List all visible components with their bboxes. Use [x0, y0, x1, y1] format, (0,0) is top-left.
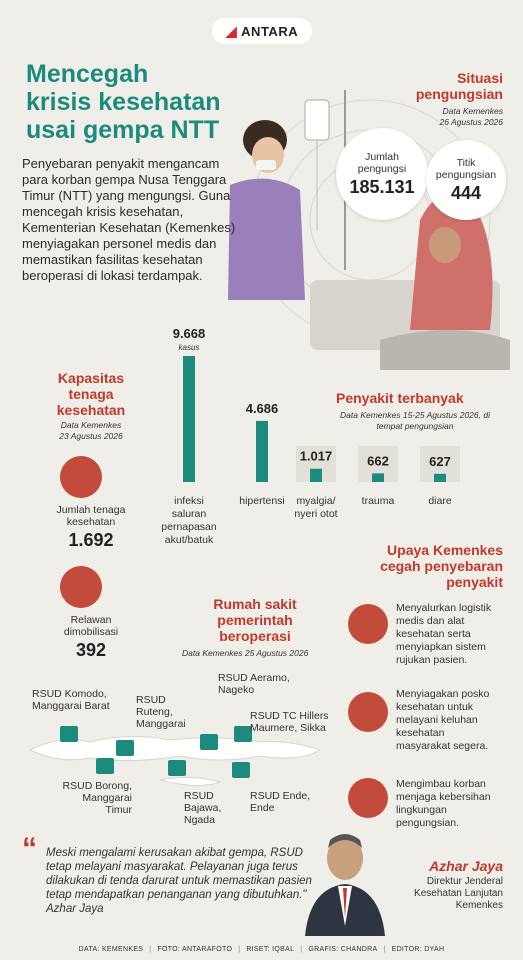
category-label-4-0: diare [428, 495, 452, 507]
cleaning-icon [348, 778, 388, 818]
tenaga-label-1: Jumlah tenaga [56, 504, 126, 516]
situasi-source [440, 106, 503, 128]
hospital-marker-aeramo [200, 734, 218, 750]
bar-0 [183, 356, 195, 482]
value-label-2: 1.017 [299, 448, 333, 464]
category-label-2-0: myalgia/ [296, 495, 336, 507]
upaya-3-line-1: Mengimbau korban [396, 778, 486, 790]
hospital-marker-borong [96, 758, 114, 774]
upaya-1-line-2: medis dan alat [396, 615, 465, 627]
kapasitas-title-line-3: kesehatan [56, 402, 126, 418]
kapasitas-source-line-2: 23 Agustus 2026 [59, 431, 123, 441]
hospital-aeramo-line-2: Nageko [218, 684, 255, 696]
credit-data: DATA: KEMENKES [78, 945, 144, 953]
relawan-label [36, 614, 146, 638]
unit-label: kasus [178, 343, 200, 352]
pengungsi-value: 185.131 [349, 176, 415, 197]
title-line-2: krisis kesehatan [26, 88, 221, 116]
antara-logo-icon: ◢ [225, 22, 238, 39]
chart-subtitle: Data Kemenkes 15-25 Agustus 2026, di tempat pengungsian [340, 410, 490, 431]
situasi-source-line-1: Data Kemenkes [442, 106, 503, 116]
upaya-title [380, 542, 503, 590]
medical-kit-icon [348, 604, 388, 644]
hospital-ruteng-line-3: Manggarai [136, 718, 186, 730]
hospital-bajawa-line-2: Bajawa, [184, 802, 222, 814]
antara-logo [212, 18, 312, 44]
upaya-title-line-1: Upaya Kemenkes [387, 542, 503, 558]
upaya-1-line-4: menyiapkan sistem [396, 641, 486, 653]
quote-mark-icon: “ [22, 832, 37, 865]
kapasitas-source [36, 420, 146, 442]
speaker-portrait [300, 826, 390, 936]
hospital-bajawa-line-3: Ngada [184, 814, 215, 826]
hospital-marker-ende [232, 762, 250, 778]
value-label-3: 662 [367, 453, 389, 469]
category-label-0-0: infeksi [174, 495, 204, 507]
hospital-label-borong [58, 780, 132, 816]
hospital-ruteng-line-1: RSUD [136, 694, 166, 706]
rs-title-line-1: Rumah sakit [213, 596, 297, 612]
situasi-source-line-2: 26 Agustus 2026 [439, 117, 503, 127]
situasi-title-line-1: Situasi [457, 70, 503, 86]
hospital-bajawa-line-1: RSUD [184, 790, 214, 802]
disease-bar-chart [150, 320, 520, 560]
upaya-2-line-1: Menyiagakan posko [396, 688, 490, 700]
upaya-1-line-3: kesehatan serta [396, 628, 471, 640]
upaya-2-line-3: melayani keluhan [396, 714, 478, 726]
category-label-0-1: saluran [171, 508, 207, 520]
speaker-role-line-1: Direktur Jenderal [426, 876, 503, 887]
tenaga-value: 1.692 [68, 530, 114, 550]
upaya-2-line-4: kesehatan [396, 727, 445, 739]
pengungsi-label-1: Jumlah [365, 150, 399, 163]
value-label-4: 627 [429, 453, 451, 469]
value-label-0: 9.668 [172, 326, 206, 341]
upaya-item-3 [396, 778, 523, 830]
hospital-ruteng-line-2: Ruteng, [136, 706, 173, 718]
bar-3 [372, 473, 384, 482]
hospital-marker-bajawa [168, 760, 186, 776]
hospital-aeramo-line-1: RSUD Aeramo, [218, 672, 290, 684]
category-label-2-1: nyeri otot [294, 508, 338, 520]
upaya-item-2 [396, 688, 523, 753]
credit-grafis: GRAFIS: CHANDRA [308, 945, 378, 953]
credit-riset: RISET: IQBAL [246, 945, 295, 953]
category-label-3-0: trauma [361, 495, 395, 507]
category-label-0-2: pernapasan [161, 521, 217, 533]
credit-editor: EDITOR: DYAH [391, 945, 445, 953]
speaker-role-line-3: Kemenkes [455, 900, 503, 911]
kapasitas-title-line-2: tenaga [68, 386, 114, 402]
relawan-value: 392 [75, 640, 107, 660]
title-line-3: usai gempa NTT [26, 116, 220, 144]
hospital-borong-line-1: RSUD Borong, [62, 780, 132, 792]
titik-bubble [426, 140, 506, 220]
bar-4 [434, 474, 446, 482]
hospital-ende-line-1: RSUD Ende, [250, 790, 311, 802]
bar-1 [256, 421, 268, 482]
upaya-3-line-4: pengungsian. [396, 817, 460, 829]
tenaga-label [36, 504, 146, 528]
hospital-label-ruteng [136, 694, 186, 730]
hospital-label-bajawa [184, 790, 221, 826]
hospital-marker-ruteng [116, 740, 134, 756]
health-worker-icon [60, 456, 102, 498]
rs-title-line-3: beroperasi [219, 628, 291, 644]
hospital-label-hillers [250, 710, 329, 734]
quote-text: Meski mengalami kerusakan akibat gempa, RSUD tetap melayani masyarakat. Pelayanan juga terus dilakukan di tenda darurat untuk memastikan pasien tetap mendapatkan penanganan yang dibutuhkan." Azhar Jaya [46, 847, 312, 915]
rs-title-line-2: pemerintah [217, 612, 293, 628]
rumah-sakit-source: Data Kemenkes 25 Agustus 2026 [182, 648, 309, 658]
titik-value: 444 [450, 182, 482, 203]
upaya-item-1 [396, 602, 523, 667]
hospital-borong-line-2: Manggarai [82, 792, 132, 804]
situasi-title-line-2: pengungsian [415, 86, 503, 102]
category-label-1-0: hipertensi [239, 495, 285, 507]
upaya-title-line-3: penyakit [446, 574, 503, 590]
hospital-label-aeramo [218, 672, 290, 696]
credits-footer: DATA: KEMENKES | FOTO: ANTARAFOTO | RISET: IQBAL | GRAFIS: CHANDRA | EDITOR: DYAH [0, 938, 523, 960]
chart-title: Penyakit terbanyak [336, 390, 464, 406]
upaya-3-line-3: lingkungan [396, 804, 447, 816]
value-label-1: 4.686 [245, 400, 279, 416]
upaya-1-line-5: rujukan pasien. [396, 654, 468, 666]
hospital-hillers-line-1: RSUD TC Hillers [250, 710, 329, 722]
page-title [26, 60, 256, 144]
upaya-3-line-2: menjaga kebersihan [396, 791, 491, 803]
credit-foto: FOTO: ANTARAFOTO [157, 945, 233, 953]
tenaga-label-2: kesehatan [66, 516, 116, 528]
relawan-label-1: Relawan [70, 614, 112, 626]
hospital-komodo-line-2: Manggarai Barat [32, 700, 110, 712]
titik-label-1: Titik [456, 156, 476, 169]
speaker-role [383, 876, 503, 912]
kapasitas-title-line-1: Kapasitas [57, 370, 125, 386]
situasi-title [416, 70, 503, 102]
hospital-marker-komodo [60, 726, 78, 742]
title-line-1: Mencegah [26, 60, 149, 88]
rumah-sakit-title [200, 596, 310, 644]
hospital-borong-line-3: Timur [105, 804, 132, 816]
speaker-name: Azhar Jaya [429, 858, 503, 874]
volunteer-icon [60, 566, 102, 608]
kapasitas-source-line-1: Data Kemenkes [60, 420, 122, 430]
hospital-hillers-line-2: Maumere, Sikka [250, 722, 326, 734]
upaya-title-line-2: cegah penyebaran [380, 558, 503, 574]
upaya-2-line-5: masyarakat segera. [396, 740, 489, 752]
upaya-2-line-2: kesehatan untuk [396, 701, 474, 713]
speaker-role-line-2: Kesehatan Lanjutan [414, 888, 503, 899]
titik-label-2: pengungsian [435, 168, 497, 181]
pengungsi-bubble [336, 128, 428, 220]
relawan-label-2: dimobilisasi [63, 626, 119, 638]
intro-paragraph: Penyebaran penyakit mengancam para korban gempa Nusa Tenggara Timur (NTT) yang mengungsi. Guna mencegah krisis kesehatan, Kementerian Kesehatan (Kemenkes) menyiagakan personel medis dan memastikan fasilitas kesehatan beroperasi di lokasi terdampak. [22, 156, 236, 283]
hospital-label-ende [250, 790, 310, 814]
hospital-ende-line-2: Ende [250, 802, 275, 814]
kapasitas-title [36, 370, 146, 418]
hospital-komodo-line-1: RSUD Komodo, [32, 688, 107, 700]
health-post-icon [348, 692, 388, 732]
logo-text: ANTARA [241, 23, 299, 39]
pengungsi-label-2: pengungsi [357, 162, 407, 175]
hospital-label-komodo [32, 688, 110, 712]
upaya-1-line-1: Menyalurkan logistik [396, 602, 492, 614]
category-label-0-3: akut/batuk [164, 534, 214, 546]
bar-2 [310, 469, 322, 482]
